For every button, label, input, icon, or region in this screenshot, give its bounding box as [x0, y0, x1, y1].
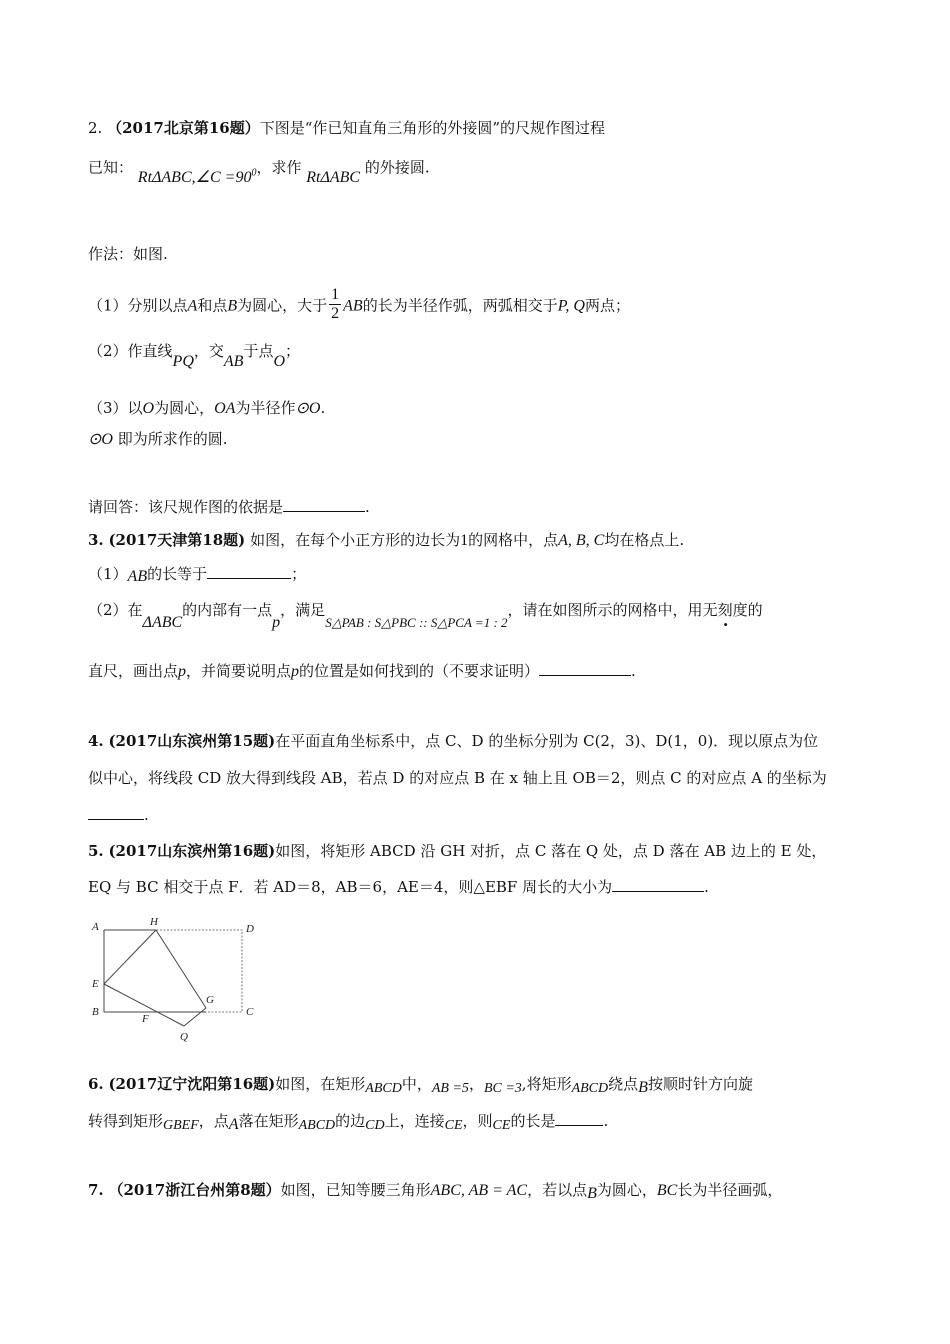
q6-l1b: 中， — [401, 1075, 432, 1093]
q6-l2e: 上，连接 — [384, 1112, 445, 1130]
q6-l2d: 的边 — [335, 1112, 366, 1130]
q2-number: 2. — [88, 119, 103, 137]
q2-half-fraction — [329, 286, 341, 323]
q2-step4-text: 即为所求作的圆. — [112, 430, 228, 448]
q6-l1-rect2: ABCD — [571, 1081, 609, 1096]
q2-step1-b: B — [227, 297, 238, 315]
q2-step1-and: 和点 — [197, 296, 228, 315]
q2-known — [88, 154, 430, 187]
q6-l2-rect2: ABCD — [298, 1118, 336, 1133]
q4-line2: 似中心，将线段 CD 放大得到线段 AB，若点 D 的对应点 B 在 x 轴上且 OB＝2，则点 C 的对应点 A 的坐标为 — [88, 769, 827, 787]
q5-label-f: F — [142, 1013, 149, 1025]
q3-source-tag: (2017天津第18题) — [108, 531, 246, 549]
q2-step3-end: . — [320, 399, 326, 417]
q2-known-expr — [138, 169, 257, 186]
q2-step3-post: 为半径作 — [235, 399, 296, 417]
q4-line1 — [88, 731, 818, 751]
q3-l3-a: 直尺，画出点 — [88, 662, 179, 680]
q2-known-label: 已知： — [88, 158, 134, 177]
q5-source-tag: (2017山东滨州第16题) — [108, 842, 276, 860]
q3-p2-emphasis: 无刻度 — [702, 601, 748, 619]
q6-l1d: ,将矩形 — [521, 1075, 572, 1093]
q6-l1-rect: ABCD — [365, 1081, 402, 1096]
q3-part2 — [88, 600, 763, 631]
q5-label-a: A — [92, 921, 99, 933]
q5-blank[interactable] — [612, 877, 704, 892]
q3-p2-triangle: ΔABC — [142, 614, 183, 631]
q2-step4 — [88, 429, 228, 450]
q7-l1-b: B — [587, 1185, 597, 1202]
q3-p1-end: ； — [291, 565, 307, 583]
q6-number: 6. — [88, 1075, 104, 1093]
q7-l1a: 如图，已知等腰三角形 — [280, 1181, 431, 1199]
q5-label-h: H — [150, 916, 158, 928]
q2-answer-text: 请回答：该尺规作图的依据是 — [88, 498, 284, 516]
q6-blank[interactable] — [555, 1111, 603, 1126]
q5-label-c: C — [246, 1006, 254, 1018]
q6-l2-rect: GBEF — [163, 1118, 199, 1133]
q5-figure — [84, 914, 264, 1044]
q5-line2 — [88, 877, 709, 897]
q7-l1b: ，若以点 — [527, 1181, 588, 1199]
q2-title: 下图是“作已知直角三角形的外接圆”的尺规作图过程 — [259, 119, 606, 137]
q2-step1 — [88, 288, 630, 325]
q3-p2-tail-b: 的 — [747, 601, 763, 619]
q5-label-g: G — [206, 994, 214, 1006]
q3-l3-p2: p — [291, 663, 300, 680]
q2-step2-o: O — [273, 353, 286, 370]
q7-l1d: 长为半径画弧， — [677, 1181, 783, 1199]
q5-edge-hg — [156, 930, 206, 1008]
q6-l1-bc: BC =3 — [483, 1081, 522, 1096]
q6-l1-b: B — [638, 1079, 648, 1096]
q6-l2c: 落在矩形 — [238, 1112, 299, 1130]
q3-p1-blank[interactable] — [207, 564, 291, 579]
q2-known-sup: 0 — [251, 168, 257, 179]
q3-l3-end: . — [631, 662, 636, 680]
q6-l1c: ， — [468, 1075, 484, 1093]
q2-step3-o: O — [142, 400, 155, 417]
q6-l2g: 的长是 — [510, 1112, 556, 1130]
q5-rect-abcd — [104, 930, 242, 1012]
q2-step2-pre: （2）作直线 — [88, 342, 173, 360]
q3-text1: 如图，在每个小正方形的边长为 — [250, 531, 461, 549]
q3-p1-pre: （1） — [88, 565, 128, 583]
q3-p2-ratio: S△PAB : S△PBC :: S△PCA =1 : 2 — [325, 615, 508, 630]
q2-source-tag: （2017北京第16题） — [107, 119, 260, 137]
q2-step2-ab: AB — [223, 353, 244, 370]
q6-l2-cd: CD — [365, 1118, 385, 1133]
q5-label-q: Q — [180, 1031, 188, 1043]
q7-l1c: 为圆心， — [596, 1181, 657, 1199]
q4-line3 — [88, 805, 149, 825]
q6-l1a: 如图，在矩形 — [275, 1075, 366, 1093]
q2-step1-pq: P, Q — [557, 297, 585, 315]
q2-step2 — [88, 341, 301, 370]
q2-frac-den: 2 — [331, 305, 340, 322]
q2-step3 — [88, 398, 325, 419]
q6-l1e: 绕点 — [608, 1075, 639, 1093]
q5-line1 — [88, 841, 826, 861]
q3-l3-b: ，并简要说明点 — [186, 662, 292, 680]
q3-number: 3. — [88, 531, 104, 549]
q3-p2-pre: （2）在 — [88, 601, 143, 619]
q3-p2-mid: 的内部有一点 — [182, 601, 273, 619]
q5-label-d: D — [246, 923, 254, 935]
q5-label-e: E — [92, 978, 99, 990]
q3-line1 — [88, 530, 684, 551]
q6-l1f: 按顺时针方向旋 — [647, 1075, 753, 1093]
q4-source-tag: (2017山东滨州第15题) — [108, 732, 276, 750]
q6-l2-ce: CE — [444, 1118, 463, 1133]
q5-text2: EQ 与 BC 相交于点 F．若 AD＝8，AB＝6，AE＝4，则△EBF 周长的大小为 — [88, 878, 613, 896]
q2-step1-end: 两点； — [584, 296, 630, 315]
q7-l1-bc: BC — [656, 1182, 678, 1199]
q2-step2-end: ； — [285, 342, 301, 360]
q3-l3-c: 的位置是如何找到的（不要求证明） — [299, 662, 540, 680]
q2-line1 — [88, 118, 605, 138]
q3-text2: 的网格中，点 — [468, 531, 559, 549]
q6-source-tag: (2017辽宁沈阳第16题) — [108, 1075, 276, 1093]
q6-line2 — [88, 1111, 608, 1133]
q3-p2-cond: ，满足 — [280, 601, 326, 619]
q4-blank[interactable] — [88, 805, 144, 820]
q3-l3-p: p — [178, 663, 187, 680]
q3-p1-text: 的长等于 — [147, 565, 208, 583]
q2-step2-pq: PQ — [172, 353, 194, 370]
q5-end: . — [704, 878, 709, 896]
q6-line1 — [88, 1074, 753, 1096]
q6-l2-a: A — [228, 1116, 239, 1133]
q2-step2-post: 于点 — [243, 342, 274, 360]
q6-l2a: 转得到矩形 — [88, 1112, 164, 1130]
q3-text3: 均在格点上. — [604, 531, 685, 549]
q2-known-tail: 的外接圆. — [364, 158, 430, 177]
q6-l2b: ，点 — [198, 1112, 229, 1130]
q2-step1-a: A — [187, 297, 198, 315]
q7-number: 7. — [88, 1181, 104, 1199]
q3-p2-p: p — [272, 614, 281, 631]
q3-points: A, B, C — [558, 532, 605, 549]
q3-p2-tail-a: ，请在如图所示的网格中，用 — [507, 601, 703, 619]
q2-step1-post: 的长为半径作弧，两弧相交于 — [362, 296, 558, 315]
q5-text1: 如图，将矩形 ABCD 沿 GH 对折，点 C 落在 Q 处，点 D 落在 AB 边上的 E 处， — [275, 842, 827, 860]
q2-known-expr2: RtΔABC — [306, 169, 361, 187]
q3-p2-blank[interactable] — [539, 661, 631, 676]
q7-line1 — [88, 1180, 782, 1201]
q4-number: 4. — [88, 732, 104, 750]
q6-l2-ce2: CE — [492, 1118, 511, 1133]
q5-edge-he — [104, 930, 156, 984]
q2-step1-pre: （1）分别以点 — [88, 296, 188, 315]
q2-step3-oa: OA — [214, 400, 236, 417]
q5-label-b: B — [92, 1006, 99, 1018]
q2-step1-ab: AB — [343, 297, 363, 315]
q4-text1: 在平面直角坐标系中，点 C、D 的坐标分别为 C(2，3)、D(1，0)．现以原点为位 — [275, 732, 819, 750]
q4-end: . — [144, 806, 149, 824]
q6-l2f: ，则 — [462, 1112, 493, 1130]
q2-known-mid: ，求作 — [256, 158, 302, 177]
q6-l1-ab: AB =5 — [431, 1081, 469, 1096]
q2-frac-num: 1 — [331, 286, 340, 303]
q7-l1-expr: ABC, AB = AC — [430, 1182, 528, 1199]
q3-part1 — [88, 564, 306, 585]
q2-known-expr-main: RtΔABC,∠C =90 — [137, 169, 252, 187]
q2-step3-pre: （3）以 — [88, 399, 143, 417]
q2-answer-end: . — [365, 498, 370, 516]
q3-one: 1 — [460, 532, 469, 549]
q6-l2-end: . — [603, 1112, 609, 1130]
q2-step3-circle: ⊙O — [295, 400, 321, 417]
q2-answer-blank[interactable] — [283, 497, 365, 512]
q2-method: 作法：如图. — [88, 245, 168, 263]
q3-part2-line2 — [88, 661, 636, 682]
q2-step2-mid: ，交 — [193, 342, 224, 360]
q5-number: 5. — [88, 842, 104, 860]
q5-edge-qg — [184, 1008, 206, 1026]
q2-step4-circle: ⊙O — [88, 431, 113, 448]
q2-step3-mid: 为圆心， — [154, 399, 215, 417]
q7-source-tag: （2017浙江台州第8题） — [108, 1181, 281, 1199]
q2-answer — [88, 497, 370, 517]
q3-p1-ab: AB — [127, 568, 148, 585]
q2-step1-mid: 为圆心，大于 — [237, 296, 328, 315]
